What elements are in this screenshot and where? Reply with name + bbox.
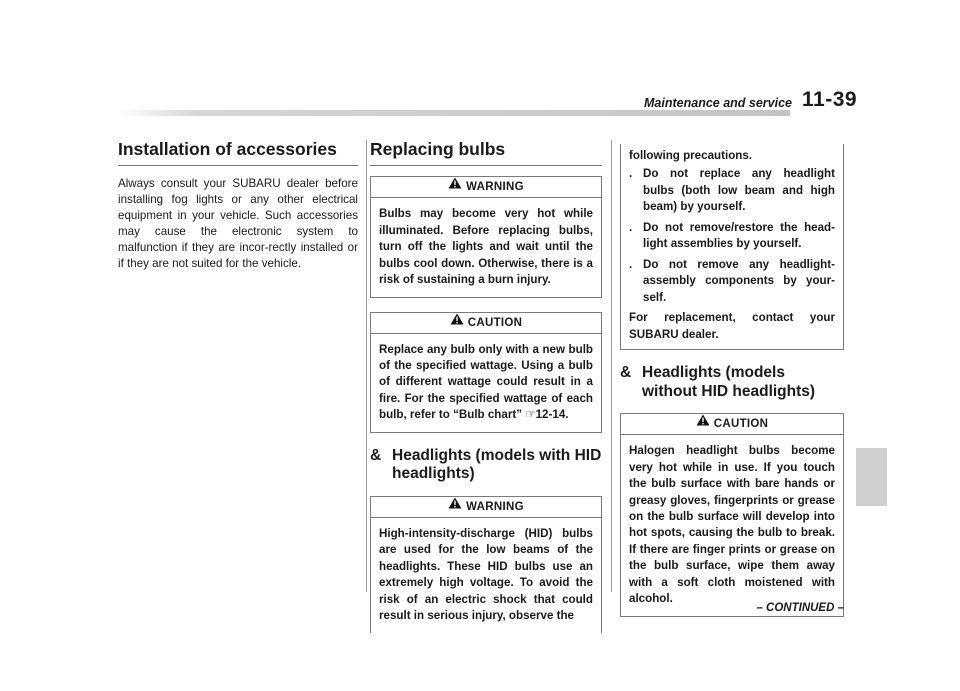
caution-label-text: CAUTION [467, 316, 523, 329]
warning-box-hot-bulbs [370, 176, 602, 297]
chapter-tab [856, 448, 887, 506]
column-divider [366, 140, 367, 592]
column-3 [620, 144, 844, 617]
warning-label [371, 497, 601, 518]
column-2 [370, 140, 602, 633]
bullet-mark: . [629, 220, 633, 234]
bullet-mark: . [629, 167, 633, 181]
section-mark: & [370, 446, 382, 464]
caution-text: Replace any bulb only with a new bulb of the specified wattage. Using a bulb of different wattage could result in a fire. For the specified wattage of each bulb, refer to “Bulb chart” ☞12-14. [379, 342, 593, 422]
caution-label [371, 313, 601, 334]
list-item [629, 220, 835, 253]
precautions-list [621, 166, 843, 306]
caution-label-text: CAUTION [713, 418, 769, 431]
section-title: Maintenance and service [644, 96, 792, 110]
continued-marker: – CONTINUED – [756, 602, 844, 614]
caution-box-halogen [620, 413, 844, 617]
caution-triangle-icon [696, 414, 710, 426]
list-item [629, 166, 835, 215]
subheading-text: Headlights (models with HID headlights) [392, 446, 602, 483]
list-item-text: Do not replace any headlight bulbs (both low beam and high beam) by yourself. [643, 167, 835, 214]
warning-label-text: WARNING [466, 500, 524, 513]
column-1 [118, 140, 358, 272]
caution-text: Halogen headlight bulbs become very hot while in use. If you touch the bulb surface with bare hands or greasy gloves, fingerprints or grease on the bulb surface will develop into hot spots, causing the bulb to break. If there are finger prints or grease on the bulb surface, wipe them away with a soft cloth moistened with alcohol. [629, 444, 835, 606]
caution-triangle-icon [450, 313, 464, 325]
list-item-text: Do not remove any headlight-assembly components by your-self. [643, 257, 835, 304]
caution-box-wattage [370, 312, 602, 433]
warning-triangle-icon [448, 497, 462, 509]
warning-text: Bulbs may become very hot while illuminated. Before replacing bulbs, turn off the lights and wait until the bulbs cool down. Otherwise, there is a risk of sustaining a burn injury. [379, 207, 593, 287]
paragraph-accessories: Always consult your SUBARU dealer before installing fog lights or any other electrical equipment in your vehicle. Such accessories may cause the electronic system to malfunction if they are incor-rectly installed or if they are not suited for the vehicle. [118, 177, 358, 271]
heading-installation-of-accessories: Installation of accessories [118, 140, 358, 166]
heading-replacing-bulbs: Replacing bulbs [370, 140, 602, 166]
list-item [629, 257, 835, 306]
warning-triangle-icon [448, 177, 462, 189]
list-item-text: Do not remove/restore the head-light assemblies by yourself. [643, 220, 835, 251]
warning-text: High-intensity-discharge (HID) bulbs are used for the low beams of the headlights. These HID bulbs use an extremely high voltage. To avoid the risk of an electric shock that could result in serious injury, observe the [379, 526, 593, 623]
warning-final-text: For replacement, contact your SUBARU dealer. [629, 311, 835, 341]
bullet-mark: . [629, 257, 633, 271]
warning-continuation-text: following precautions. [629, 149, 753, 162]
warning-label-text: WARNING [466, 181, 524, 194]
subheading-text: Headlights (models without HID headlights) [642, 363, 816, 400]
header-rule [118, 110, 790, 116]
section-mark: & [620, 363, 632, 381]
page-number: 11-39 [802, 88, 858, 111]
column-divider [611, 140, 612, 592]
subheading-non-hid-headlights [620, 364, 844, 401]
warning-box-hid-continued [620, 144, 844, 350]
warning-label [371, 177, 601, 198]
warning-box-hid [370, 496, 602, 633]
subheading-hid-headlights [370, 447, 602, 484]
caution-label [621, 414, 843, 435]
